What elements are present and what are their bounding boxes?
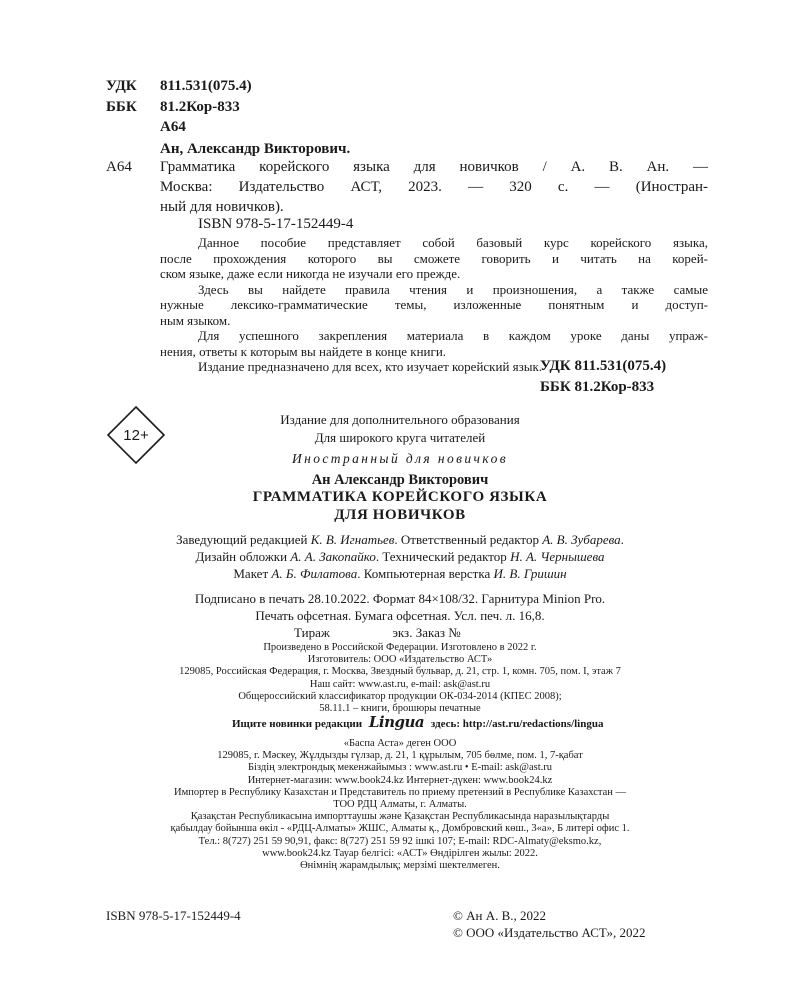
age-rating-text: 12+ <box>123 427 149 444</box>
author-mark: А64 <box>106 159 132 175</box>
edition-author: Ан Александр Викторович <box>311 472 489 488</box>
annotation-line: Для успешного закрепления материала в каждом уроке даны упраж- <box>198 328 708 343</box>
description-line: Москва: Издательство АСТ, 2023. — 320 с. — (Иностран- <box>160 179 708 195</box>
print-run-label: Тираж <box>294 625 330 640</box>
annotation-line: после прохождения которого вы сможете говорить и читать на корей- <box>160 250 708 266</box>
lingua-prefix: Ищите новинки редакции <box>232 718 363 730</box>
kz-line: 129085, г. Мәскеу, Жұлдызды гүлзар, д. 21, 1 құрылым, 705 бөлме, пом. 1, 7-қабат <box>217 750 583 762</box>
kz-line: Біздің электрондық мекенжайымыз : www.ast.ru • E-mail: ask@ast.ru <box>247 762 553 774</box>
udk-value: 811.531(075.4) <box>160 78 252 94</box>
staff-role-text: . <box>620 532 624 547</box>
edition-title-line1: ГРАММАТИКА КОРЕЙСКОГО ЯЗЫКА <box>252 489 548 505</box>
staff-role-text: . Компьютерная верстка <box>357 566 494 581</box>
kz-line: Импортер в Республику Казахстан и Представитель по приему претензий в Республике Казахстан — <box>173 786 626 798</box>
staff-line-2 <box>100 549 700 564</box>
staff-person-name: А. А. Закопайко <box>290 549 376 564</box>
staff-role-text: . Технический редактор <box>375 549 511 564</box>
staff-person-name: И. В. Гришин <box>493 566 567 581</box>
annotation-line: ным языком. <box>160 312 231 328</box>
lingua-logo: Lingua <box>368 713 425 731</box>
kazakhstan-block <box>100 738 700 872</box>
print-signed: Подписано в печать 28.10.2022. Формат 84×108/32. Гарнитура Minion Pro. <box>194 591 606 606</box>
kz-line: Қазақстан Республикасына импорттаушы және Қазақстан Республикасында наразылықтарды <box>190 811 610 823</box>
manufacturer-line: 58.11.1 – книги, брошюры печатные <box>319 703 481 715</box>
manufacturer-block <box>100 642 700 715</box>
kz-line: қабылдау бойынша өкіл - «РДЦ-Алматы» ЖШС, Алматы қ., Домбровский көш., 3«а», Б литері офис 1. <box>170 823 630 835</box>
annotation <box>160 235 708 375</box>
edition-audience: Для широкого круга читателей <box>314 430 486 445</box>
author-heading: Ан, Александр Викторович. <box>160 141 351 157</box>
udk-label: УДК <box>106 78 137 94</box>
staff-person-name: Н. А. Чернышева <box>510 549 605 564</box>
description-line: Грамматика корейского языка для новичков / А. В. Ан. — <box>160 159 708 175</box>
edition-purpose: Издание для дополнительного образования <box>280 412 520 427</box>
lingua-line <box>232 713 603 731</box>
annotation-line: Здесь вы найдете правила чтения и произношения, а также самые <box>198 281 708 297</box>
bbk-value: 81.2Кор-833 <box>160 99 240 115</box>
lingua-url: здесь: http://ast.ru/redactions/lingua <box>430 718 604 730</box>
copyright-author: © Ан А. В., 2022 <box>453 908 547 923</box>
edition-title-line2: ДЛЯ НОВИЧКОВ <box>334 507 466 523</box>
annotation-line: Данное пособие представляет собой базовый курс корейского языка, <box>198 235 708 250</box>
footer-isbn: ISBN 978-5-17-152449-4 <box>106 908 241 923</box>
annotation-line: Издание предназначено для всех, кто изучает корейский язык. <box>198 359 543 374</box>
bbk-label: ББК <box>106 99 137 115</box>
print-run-suffix: экз. Заказ № <box>392 625 461 640</box>
kz-line: ТОО РДЦ Алматы, г. Алматы. <box>333 799 467 811</box>
print-method: Печать офсетная. Бумага офсетная. Усл. печ. л. 16,8. <box>255 608 545 623</box>
isbn: ISBN 978-5-17-152449-4 <box>198 216 354 232</box>
staff-line-3 <box>100 566 700 581</box>
print-run <box>294 625 461 640</box>
staff-person-name: К. В. Игнатьев <box>310 532 395 547</box>
staff-role-text: Заведующий редакцией <box>176 532 311 547</box>
manufacturer-line: Наш сайт: www.ast.ru, e-mail: ask@ast.ru <box>309 678 491 690</box>
staff-role-text: Дизайн обложки <box>195 549 291 564</box>
staff-role-text: Макет <box>233 566 272 581</box>
kz-line: Өнімнің жарамдылық; мерзімі шектелмеген. <box>300 860 500 872</box>
kz-line: www.book24.kz Тауар белгісі: «АСТ» Өндірілген жылы: 2022. <box>262 847 538 859</box>
staff-person-name: А. В. Зубарева <box>542 532 621 547</box>
manufacturer-line: 129085, Российская Федерация, г. Москва, Звездный бульвар, д. 21, стр. 1, комн. 705, пом. I, этаж 7 <box>179 666 621 678</box>
kz-line: «Баспа Аста» деген ООО <box>343 738 457 749</box>
manufacturer-line: Изготовитель: ООО «Издательство АСТ» <box>307 654 493 666</box>
description-line: ный для новичков). <box>160 199 284 215</box>
annotation-line: нения, ответы к которым вы найдете в конце книги. <box>160 343 447 359</box>
bbk-repeat: ББК 81.2Кор-833 <box>540 379 655 395</box>
kz-line: Тел.: 8(727) 251 59 90,91, факс: 8(727) 251 59 92 ішкі 107; E-mail: RDC-Almaty@eksmo.kz, <box>198 835 602 847</box>
author-mark-top: А64 <box>160 119 186 135</box>
udk-repeat: УДК 811.531(075.4) <box>540 358 667 374</box>
staff-line-1 <box>100 532 700 547</box>
manufacturer-line: Общероссийский классификатор продукции ОК-034-2014 (КПЕС 2008); <box>238 690 562 702</box>
annotation-line: ском языке, даже если никогда не изучали его прежде. <box>160 266 461 281</box>
kz-line: Интернет-магазин: www.book24.kz Интернет-дүкен: www.book24.kz <box>247 774 553 786</box>
bibliographic-description <box>160 157 708 217</box>
staff-person-name: А. Б. Филатова <box>271 566 358 581</box>
staff-role-text: . Ответственный редактор <box>394 532 543 547</box>
manufacturer-line: Произведено в Российской Федерации. Изготовлено в 2022 г. <box>263 642 537 653</box>
series-name: Иностранный для новичков <box>292 451 508 466</box>
copyright-publisher: © ООО «Издательство АСТ», 2022 <box>453 925 646 940</box>
annotation-line: нужные лексико-грамматические темы, изложенные понятным и доступ- <box>160 297 708 312</box>
